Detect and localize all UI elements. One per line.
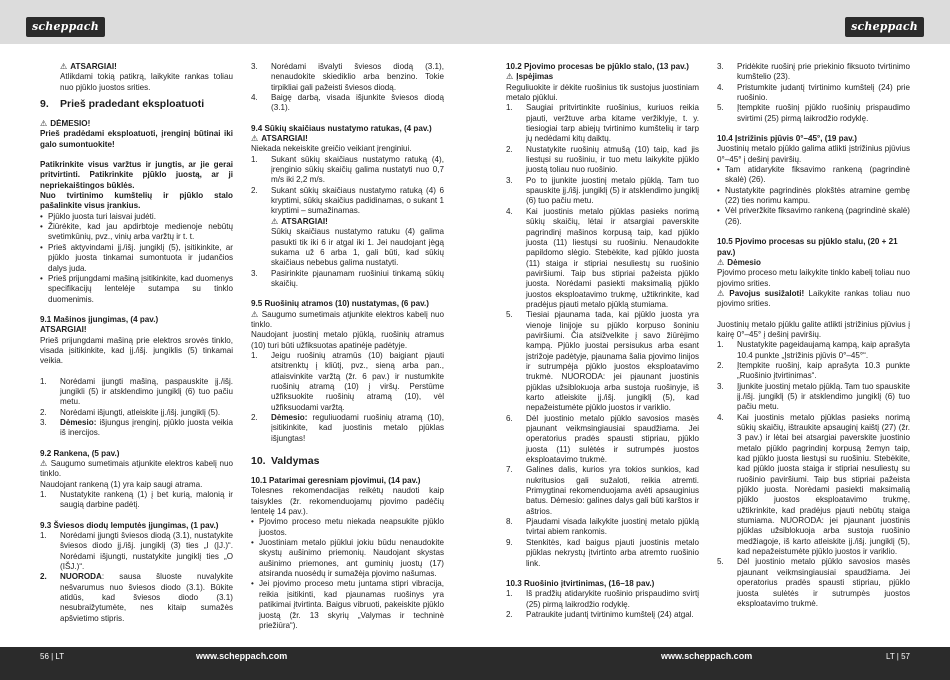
page-number-left: 56 | LT [40, 652, 65, 661]
list-item: • Prieš prijungdami mašiną įsitikinkite, kad duomenys specifikacijų lentelėje sutampa su tinklo duomenimis. [40, 273, 233, 304]
footer-url-left[interactable]: www.scheppach.com [196, 651, 288, 661]
list-item: • Nustatykite pagrindinės plokštės atramine gembę (22) ties norimu kampu. [717, 185, 910, 206]
list-item: 3. Pridėkite ruošinį prie priekinio fiksuoto tvirtinimo kumštelio (23). [717, 62, 910, 82]
section-9-5-heading: 9.5 Ruošinių atramos (10) nustatymas, (6 pav.) [251, 299, 429, 309]
list-item: • Prieš aktyvindami įj./išj. jungiklį (5), įsitikinkite, ar pjūklo juosta tinkamai sumontuota ir judančios dalys juda. [40, 242, 233, 273]
list-item: 4. Kai juostinis metalo pjūklas pasieks norimą sūkių skaičių, lėtai ir atsargiai paverskite pagrindinį mašinos korpusą taip, kad pjūklo juosta (11) liestųsi su ruošiniu. Nenaudokite papildomo slėgio. Stebėkite, kad pjūklo juosta (11) staiga ir stipriai nesuliestų su ruošinio paviršiumi. Taip bus stipriai pažeista pjūklo juosta. Norėdami pasiekti maksimalią pjūklo juostos eksploatavimo trukmę, užtikrinkite, kad pradėjus pjauti metalo pjūklą stumiama. [506, 206, 699, 309]
list-item: 5. Įtempkite ruošinį pjūklo ruošinių prispaudimo svirtimi (25) pirmą laikrodžio rodyklę. [717, 103, 910, 123]
section-9-heading: 9. Prieš pradedant eksploatuoti [40, 98, 205, 111]
list-item: 3. Pasirinkite pjaunamam ruošiniui tinkamą sūkių skaičių. [251, 268, 444, 288]
column-4 [717, 62, 910, 609]
section-9-1-text: Prieš prijungdami mašiną prie elektros srovės tinklo, visada įsitikinkite, kad įj./išj. jungiklis (5) tinkamai veikia. [40, 335, 233, 366]
list-item: 5. Tiesiai pjaunama tada, kai pjūklo juosta yra vienoje linijoje su pjūklo korpuso šoniniu paviršiumi. Čia atsižvelkite į savo žiūrėjimo kampą. Pjūklo juostai persisukus arba esant įstrižoje padėtyje, pjaunama šalia pjovimo linijos ir sutrumpėja pjūklo juostos eksploatavimo trukmė. NUORODA: jei pjaunant juostinis pjūklas užsiblokuoja arba sustoja ruošinyje, iš karto atleiskite įj./išj. jungiklį (5), kad nepažeistumėte pjūklo juostos ir variklio. [506, 310, 699, 413]
list-item: • Vėl priveržkite fiksavimo rankeną (pagrindinė skalė) (26). [717, 206, 910, 226]
list-item: 1. Nustatykite pageidaujamą kampą, kaip aprašyta 10.4 punkte „Įstrižinis pjūvis 0°–45°“. [717, 340, 910, 360]
section-10-5-text-2: Juostinių metalo pjūklu galite atlikti įstrižinius pjūvius į kairę 0°–45° į dešinį paviršių. [717, 319, 910, 339]
list-item: 2. Patraukite judantį tvirtinimo kumštelį (24) atgal. [506, 609, 694, 619]
list-item: 4. Baigę darbą, visada išjunkite šviesos diodą (3.1). [251, 93, 444, 113]
section-9-5-text: Naudojant juostinį metalo pjūklą, ruošinių atramus (10) turi būti užfiksuotas apatinėje padėtyje. [251, 330, 444, 350]
list-item: 9. Stenkitės, kad baigus pjauti juostinis metalo pjūklas nekrystų įtvirtinto arba atremto ruošinio link. [506, 537, 699, 568]
list-item: • Tam atidarykite fiksavimo rankeną (pagrindinė skalė) (26). [717, 165, 910, 185]
list-item: 2. Norėdami išjungti, atleiskite įj./išj. jungiklį (5). [40, 407, 221, 417]
list-item: • Žiūrėkite, kad jau apdirbtoje medienoje nebūtų svetimkūnių, pvz., vinių arba varžtų ir t. t. [40, 222, 233, 242]
list-item: • Juostiniam metalo pjūklui jokiu būdu nenaudokite skystų aušinimo priemonių. Naudojant skystas aušinimo priemones, ant guminių juostų (17) atsiranda nuosėdų ir sumažėja pjovimo našumas. [251, 538, 444, 579]
list-item: 5. Dėl juostinio metalo pjūklo savosios masės pjaunant veikmsingiausiai spaudžiama. Jei operatorius pradės spausti stipriau, pjūklo juosta sulėtės ir sutrumpės juostos eksploatavimo trukmė. [717, 557, 910, 608]
warning-title: ⚠ ATSARGIAI! [60, 62, 233, 72]
brand-logo-right: scheppach [845, 17, 924, 37]
brand-logo-left: scheppach [26, 17, 105, 37]
section-10-2-text: Reguliuokite ir dėkite ruošinius tik sustojus juostiniam metalo pjūklui. [506, 82, 699, 103]
column-3 [506, 62, 699, 620]
list-item: 1. Iš pradžių atidarykite ruošinio prispaudimo svirtį (25) pirmą laikrodžio rodyklę. [506, 589, 699, 609]
section-9-2-heading: 9.2 Rankena, (5 pav.) [40, 448, 120, 458]
list-item: • Jei pjovimo proceso metu juntama stipri vibracija, reikia įsitikinti, kad pjaunamas ruošinys yra patikimai įtvirtinta. Baigus vibruoti, pakeiskite pjūklo juostą (žr. 13 skyrių „Valymas ir techninė priežiūra“). [251, 579, 444, 630]
list-item: 8. Pjaudami visada laikykite juostinį metalo pjūklą tvirtai abiem rankomis. [506, 517, 699, 537]
section-9-1-warning: ATSARGIAI! [40, 325, 87, 335]
section-9-4-warning-2-text: Sūkių skaičiaus nustatymo ratuku (4) galima pasukti tik iki 6 ir atgal iki 1. Jei naudojant jėgą sukama už 6 arba 1, gali būti, kad sūkių skaičiaus nebebus galima nustatyti. [271, 227, 444, 268]
knob-text: Nuo tvirtinimo kumštelių ir pjūklo stalo pašalinkite visus įrankius. [40, 191, 233, 211]
list-item: 1. Nustatykite rankeną (1) į bet kurią, malonią ir saugią darbine padėtį. [40, 490, 233, 510]
list-item: • Pjūklo juosta turi laisvai judėti. [40, 211, 156, 221]
list-item: 3. Norėdami išvalyti šviesos diodą (3.1), nenaudokite skiediklio arba benzino. Tokie tirpikliai gali pažeisti šviesos diodą. [251, 62, 444, 92]
section-9-4-text: Niekada nekeiskite greičio veikiant įrenginiui. [251, 144, 412, 154]
section-9-2-warning: ⚠ Saugumo sumetimais atjunkite elektros kabelį nuo tinklo. [40, 459, 233, 480]
list-item: 6. Dėl juostinio metalo pjūklo savosios masės pjaunant veikmsingiausiai spaudžiama. Jei operatorius pradės spausti stipriau, pjūklo juosta (11) sulėtės ir sutrumpės juostos eksploatavimo trukmė. [506, 413, 699, 465]
footer-url-right[interactable]: www.scheppach.com [661, 651, 753, 661]
list-item: 4. Kai juostinis metalo pjūklas pasieks norimą sūkių skaičių, ištraukite apsauginį kaištį (27) (žr. 3 pav.) ir lėtai bei atsargiai paverskite juostinio metalo pjūklo pagrindinį korpusą žemyn taip, kad pjūklo juosta liestųsi su ruošiniu. Stebėkite, kad pjūklo juosta staiga ir stipriai nesuliestų su ruošinio paviršiumi. Taip bus stipriai pažeista pjūklo juosta. Norėdami pasiekti maksimalią pjūklo juostos eksploatavimo trukmę, užtikrinkite, kad pradėjus pjauti nebūtų staiga stumiama. NUORODA: jei pjaunant juostinis pjūklas užsiblokuoja arba sustoja ruošinio medžiagoje, iš karto atleiskite įj./išj. jungiklį (5), kad nepažeistumėte pjūklo juostos ir variklio. [717, 412, 910, 557]
footer-bar [0, 647, 950, 680]
section-10-4-text: Juostinių metalo pjūklo galima atlikti įstrižinius pjūvius 0°–45° į dešinį paviršių. [717, 144, 910, 164]
list-item: 2. NUORODA: sausa šluoste nuvalykite nešvarumus nuo šviesos diodo (3.1). Būkite atidūs, kad šviesos diodo (3.1) nesubraižytumėte, nes kitaip sumažės apšvietimo stipris. [40, 572, 233, 623]
list-item: 3. Įjunkite juostinį metalo pjūklą. Tam tuo spauskite įj./išj. jungiklį (5) ir atsklendimo jungiklį (6) tuo pačiu metu. [717, 381, 910, 412]
list-item: 3. Dėmesio: išjungus įrenginį, pjūklo juosta veikia iš inercijos. [40, 417, 233, 438]
section-9-4-warning: ⚠ ATSARGIAI! [251, 134, 444, 144]
list-item: 2. Nustatykite ruošinių atmušą (10) taip, kad jis liestųsi su ruošiniu, ir tuo metu laikykite pjūklo juostą toliau nuo ruošinio. [506, 144, 699, 175]
section-9-4-warning-2: ⚠ ATSARGIAI! [271, 217, 444, 227]
column-1 [40, 62, 233, 624]
page-number-right: LT | 57 [885, 652, 910, 661]
list-item: 1. Norėdami įjungti mašiną, paspauskite įj./išj. jungikli (5) ir atsklendimo jungiklį (6) tuo pačiu metu. [40, 376, 233, 407]
list-item: 1. Sukant sūkių skaičiaus nustatymo ratuką (4), įrenginio sūkių skaičių galima nustatyti nuo 0,7 m/s iki 2,2 m/s. [251, 154, 444, 185]
section-9-4-heading: 9.4 Sūkių skaičiaus nustatymo ratukas, (4 pav.) [251, 123, 432, 133]
section-9-5-warning: ⚠ Saugumo sumetimais atjunkite elektros kabelį nuo tinklo. [251, 310, 444, 331]
list-item: 1. Saugiai pritvirtinkite ruošinius, kuriuos reikia pjauti, veržtuve arba kitame veržiklyje, t. y. tiesiogiai tarp abiejų tvirtinimo kumštelių ir tarp jų nedėdami kitų daiktų. [506, 103, 699, 144]
section-10-heading: 10. Valdymas [251, 455, 320, 468]
section-10-5-warning-2: ⚠ Pavojus susižaloti! Laikykite rankas toliau nuo pjovimo srities. [717, 289, 910, 310]
section-10-1-heading: 10.1 Patarimai geresniam pjovimui, (14 pav.) [251, 476, 421, 486]
section-10-2-heading: 10.2 Pjovimo procesas be pjūklo stalo, (13 pav.) [506, 62, 689, 71]
column-2 [251, 62, 444, 631]
list-item: 3. Po to įjunkite juostinį metalo pjūklą. Tam tuo spauskite įj./išj. jungiklį (5) ir atsklendimo jungiklį (6) tuo pačiu metu. [506, 175, 699, 206]
section-9-1-heading: 9.1 Mašinos įjungimas, (4 pav.) [40, 314, 159, 324]
section-10-5-warning: ⚠ Dėmesio [717, 258, 910, 268]
list-item: 4. Pristumkite judantį tvirtinimo kumštelį (24) prie ruošinio. [717, 82, 910, 103]
danger-title: ⚠ DĖMESIO! [40, 119, 233, 129]
list-item: • Pjovimo proceso metu niekada neapsukite pjūklo juostos. [251, 517, 444, 537]
section-9-2-text: Naudojant rankeną (1) yra kaip saugi atrama. [40, 479, 203, 489]
section-10-4-heading: 10.4 Įstrižinis pjūvis 0°–45°, (19 pav.) [717, 134, 857, 144]
list-item: 1. Jeigu ruošinių atramūs (10) baigiant pjauti atsitrenktų į kliūtį, pvz., sieną arba pan., atlaisvinkite varžtą (žr. 6 pav.) ir nustumkite ruošinių atramą (10) į viršų. Perstūme užfiksuokite ruošinių atramą (10), vėl užfiksuodami varžtą. [251, 350, 444, 412]
check-text: Patikrinkite visus varžtus ir jungtis, ar jie gerai pritvirtinti. Patikrinkite pjūklo juostą, ar ji nepriekaištingos būklės. [40, 160, 233, 190]
section-9-3-heading: 9.3 Šviesos diodų lemputės įjungimas, (1 pav.) [40, 520, 219, 530]
list-item: 2. Dėmesio: reguliuodami ruošinių atramą (10), įsitikinkite, kad juostinis metalo pjūklas išjungtas! [251, 413, 444, 443]
section-10-5-text: Pjovimo proceso metu laikykite tinklo kabelį toliau nuo pjovimo srities. [717, 268, 910, 288]
section-10-2-warning: ⚠ Įspėjimas [506, 72, 699, 82]
header-bar [0, 0, 950, 44]
list-item: 1. Norėdami įjungti šviesos diodą (3.1), nustatykite šviesos diodo įj./išj. jungiklį (3) ties „I (ĮJ.)“. Norėdami išjungti, nustatykite jungiklį ties „O (IŠJ.)“. [40, 531, 233, 572]
list-item: 7. Galines dalis, kurios yra tokios sunkios, kad nukritusios gali sužaloti, reikia atremti. Primygtinai rekomenduojama avėti apsauginius batus. Dėmesio: galines dalys gali būti karštos ir aštrios. [506, 465, 699, 516]
section-10-1-text: Tolesnes rekomendacijas reikėtų naudoti kaip taisykles (žr. rekomenduojamų pjovimo padėčių lentelę 14 pav.). [251, 486, 444, 517]
section-10-3-heading: 10.3 Ruošinio įtvirtinimas, (16–18 pav.) [506, 578, 655, 588]
list-item: 2. Sukant sūkių skaičiaus nustatymo ratuką (4) 6 kryptimi, sūkių skaičius padidinamas, o sukant 1 kryptimi – sumažinamas. [251, 185, 444, 216]
section-10-5-heading: 10.5 Pjovimo procesas su pjūklo stalu, (20 + 21 pav.) [717, 237, 898, 257]
danger-text: Prieš pradėdami eksploatuoti, įrenginį būtinai iki galo sumontuokite! [40, 129, 233, 149]
list-item: 2. Įtempkite ruošinį, kaip aprašyta 10.3 punkte „Ruošinio įtvirtinimas“. [717, 360, 910, 381]
warning-text: Atlikdami tokią patikrą, laikykite rankas toliau nuo pjūklo juostos srities. [60, 72, 233, 92]
